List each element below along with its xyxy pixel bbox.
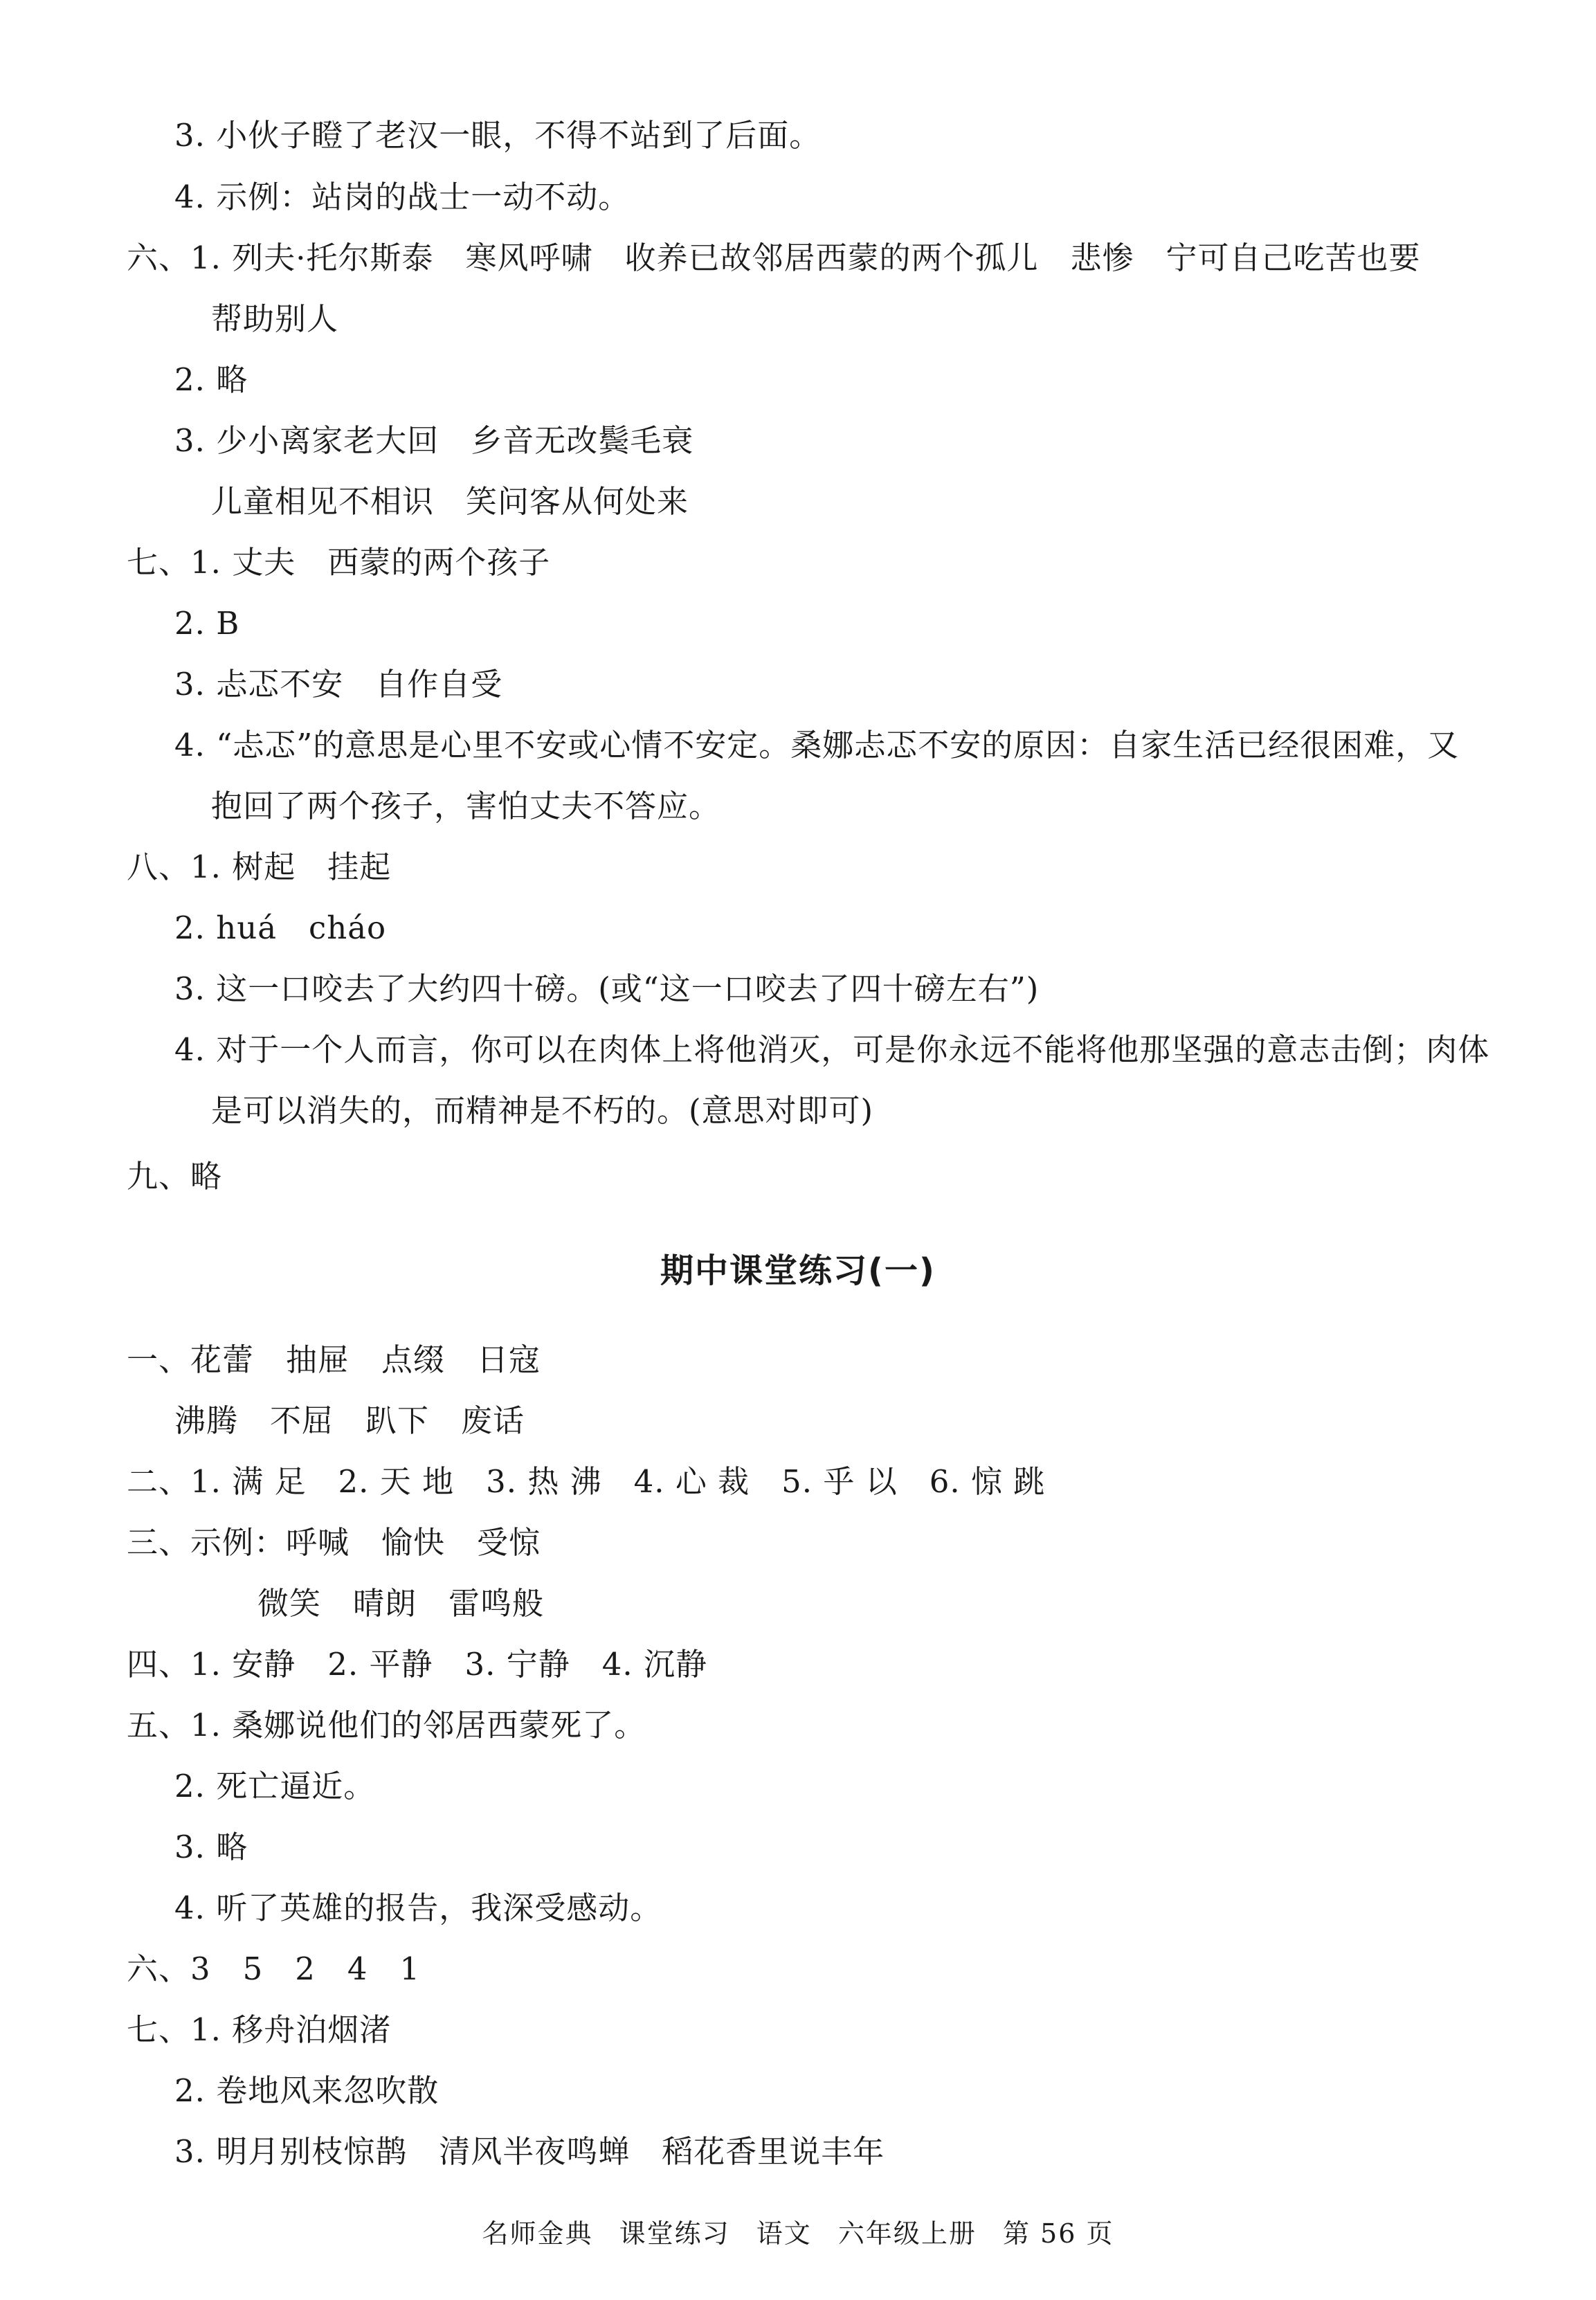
answer-line: 3. 明月别枝惊鹊 清风半夜鸣蝉 稻花香里说丰年 [174, 2133, 885, 2170]
answer-line: 3. 略 [174, 1829, 248, 1865]
footer-grade: 六年级上册 [837, 2218, 977, 2249]
page-footer [0, 2216, 1596, 2251]
answer-line: 是可以消失的，而精神是不朽的。(意思对即可) [211, 1092, 874, 1129]
answer-line: 2. B [174, 605, 240, 642]
answer-line: 二、1. 满 足 2. 天 地 3. 热 沸 4. 心 裁 5. 乎 以 6. 惊 跳 [127, 1463, 1046, 1500]
answer-line: 九、略 [127, 1158, 223, 1195]
answer-line: 2. 略 [174, 361, 248, 398]
answer-line: 六、1. 列夫·托尔斯泰 寒风呼啸 收养已故邻居西蒙的两个孤儿 悲惨 宁可自己吃苦也要 [127, 239, 1421, 276]
answer-line: 三、示例：呼喊 愉快 受惊 [127, 1524, 541, 1561]
answer-line: 儿童相见不相识 笑问客从何处来 [211, 483, 689, 520]
answer-line: 3. 忐忑不安 自作自受 [174, 666, 503, 703]
answer-line: 帮助别人 [211, 300, 339, 337]
footer-subject: 语文 [756, 2218, 812, 2249]
answer-line: 3. 小伙子瞪了老汉一眼，不得不站到了后面。 [174, 117, 822, 154]
answer-line: 2. 卷地风来忽吹散 [174, 2072, 439, 2109]
answer-line: 4. “忐忑”的意思是心里不安或心情不安定。桑娜忐忑不安的原因：自家生活已经很困难，又 [174, 727, 1460, 763]
answer-line: 4. 对于一个人而言，你可以在肉体上将他消灭，可是你永远不能将他那坚强的意志击倒；肉体 [174, 1031, 1490, 1068]
answer-line: 四、1. 安静 2. 平静 3. 宁静 4. 沉静 [127, 1646, 707, 1683]
answer-line: 2. huá cháo [174, 909, 387, 946]
answer-line: 一、花蕾 抽屉 点缀 日寇 [127, 1341, 541, 1378]
answer-line: 沸腾 不屈 趴下 废话 [174, 1402, 525, 1439]
answer-line: 3. 这一口咬去了大约四十磅。(或“这一口咬去了四十磅左右”) [174, 970, 1040, 1007]
footer-brand: 名师金典 [482, 2218, 593, 2249]
footer-series: 课堂练习 [619, 2218, 730, 2249]
answer-line: 微笑 晴朗 雷鸣般 [257, 1585, 545, 1622]
footer-page-number: 第 56 页 [1002, 2218, 1114, 2249]
answer-line: 3. 少小离家老大回 乡音无改鬓毛衰 [174, 422, 694, 459]
answer-line: 八、1. 树起 挂起 [127, 849, 392, 885]
answer-line: 抱回了两个孩子，害怕丈夫不答应。 [211, 788, 721, 824]
answer-line: 七、1. 移舟泊烟渚 [127, 2011, 392, 2048]
answer-line: 4. 示例：站岗的战士一动不动。 [174, 179, 631, 215]
section-title: 期中课堂练习(一) [660, 1251, 936, 1290]
answer-line: 4. 听了英雄的报告，我深受感动。 [174, 1890, 662, 1926]
answer-line: 2. 死亡逼近。 [174, 1768, 376, 1804]
answer-line: 五、1. 桑娜说他们的邻居西蒙死了。 [127, 1707, 646, 1744]
answer-line: 七、1. 丈夫 西蒙的两个孩子 [127, 544, 551, 581]
answer-line: 六、3 5 2 4 1 [127, 1950, 421, 1987]
